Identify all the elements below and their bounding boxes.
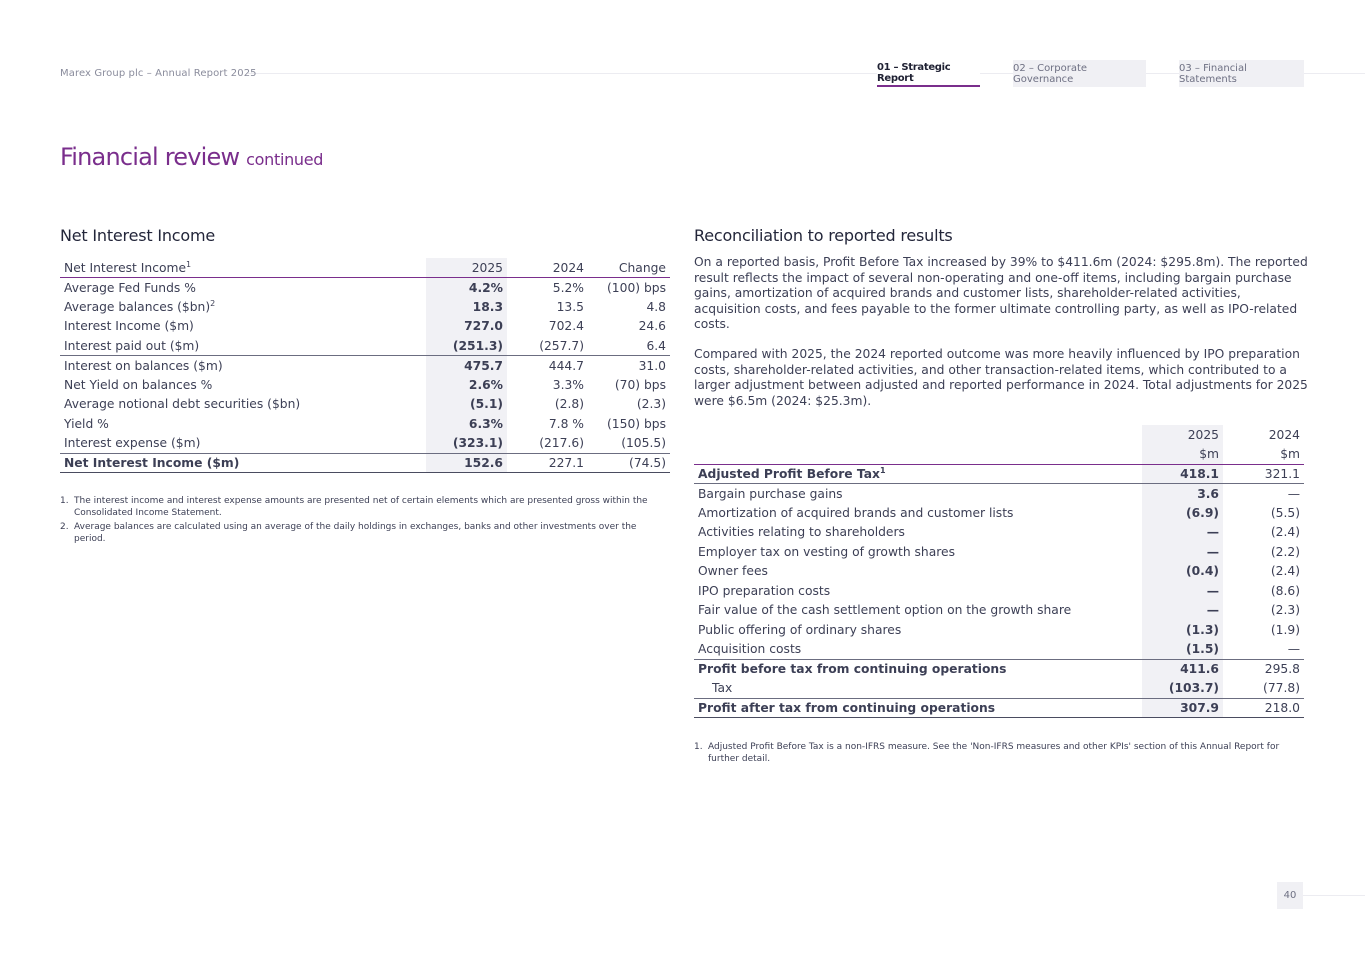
- recon-total-row: Profit after tax from continuing operations 307.9 218.0: [694, 698, 1304, 718]
- nii-footnotes: [60, 495, 670, 547]
- table-row: IPO preparation costs — (8.6): [694, 581, 1304, 601]
- table-row: Yield % 6.3% 7.8 % (150) bps: [60, 414, 670, 434]
- nii-header-2024: 2024: [507, 258, 588, 278]
- table-row: Activities relating to shareholders — (2.4): [694, 523, 1304, 543]
- nii-header-row: [60, 258, 670, 278]
- recon-header-unit-row: [694, 445, 1304, 465]
- table-row: Interest expense ($m) (323.1) (217.6) (105.5): [60, 434, 670, 454]
- table-row: Employer tax on vesting of growth shares — (2.2): [694, 542, 1304, 562]
- table-row: Average Fed Funds % 4.2% 5.2% (100) bps: [60, 278, 670, 298]
- nii-section-title: Net Interest Income: [60, 226, 215, 245]
- table-row: Acquisition costs (1.5) —: [694, 640, 1304, 660]
- recon-table: [694, 425, 1304, 718]
- recon-header-year-row: [694, 425, 1304, 445]
- page-number: 40: [1277, 882, 1303, 909]
- nii-header-change: Change: [588, 258, 670, 278]
- recon-header-unit-2024: $m: [1223, 445, 1304, 465]
- nii-table: [60, 258, 670, 473]
- footnote: 2. Average balances are calculated using an average of the daily holdings in exchanges, banks and other investments over the period.: [60, 522, 637, 544]
- footnote: 1. Adjusted Profit Before Tax is a non-IFRS measure. See the 'Non-IFRS measures and other KPIs' section of this Annual Report for further detail.: [694, 742, 1280, 764]
- table-row: Amortization of acquired brands and customer lists (6.9) (5.5): [694, 503, 1304, 523]
- page-title: [60, 143, 323, 171]
- recon-paragraph-1: On a reported basis, Profit Before Tax increased by 39% to $411.6m (2024: $295.8m). The reported result reflects the impact of several non-operating and one-off items, including bargain purchase gains, amortization of acquired brands and customer lists, shareholder-related activities, acquisition costs, and fees payable to the former ultimate controlling party, as well as IPO-related costs.: [694, 255, 1308, 331]
- table-row: Fair value of the cash settlement option on the growth share — (2.3): [694, 601, 1304, 621]
- footer-rule: [1303, 895, 1365, 896]
- table-row: Interest Income ($m) 727.0 702.4 24.6: [60, 317, 670, 337]
- page-title-suffix: continued: [246, 150, 324, 169]
- nii-total-row: Net Interest Income ($m) 152.6 227.1 (74.5): [60, 453, 670, 473]
- table-row: Public offering of ordinary shares (1.3) (1.9): [694, 620, 1304, 640]
- table-row: Interest paid out ($m) (251.3) (257.7) 6.4: [60, 336, 670, 356]
- table-row: Interest on balances ($m) 475.7 444.7 31.0: [60, 356, 670, 376]
- tab-financial-statements[interactable]: 03 – Financial Statements: [1179, 60, 1304, 87]
- footnote: 1. The interest income and interest expense amounts are presented net of certain elements which are presented gross within the Consolidated Income Statement.: [60, 496, 648, 518]
- table-row: Bargain purchase gains 3.6 —: [694, 484, 1304, 504]
- tab-corporate-governance[interactable]: 02 – Corporate Governance: [1013, 60, 1146, 87]
- table-row: Average balances ($bn)$^2$ 18.3 13.5 4.8: [60, 297, 670, 317]
- table-row: Tax (103.7) (77.8): [694, 679, 1304, 699]
- report-title: Marex Group plc – Annual Report 2025: [60, 68, 257, 79]
- recon-header-2024: 2024: [1268, 427, 1300, 442]
- recon-header-2025: 2025: [1142, 425, 1223, 445]
- nii-header-2025: 2025: [426, 258, 507, 278]
- recon-section-title: Reconciliation to reported results: [694, 226, 953, 245]
- table-row: Net Yield on balances % 2.6% 3.3% (70) bps: [60, 375, 670, 395]
- page-title-main: Financial review: [60, 143, 240, 171]
- recon-header-unit-2025: $m: [1142, 445, 1223, 465]
- recon-paragraph-2: Compared with 2025, the 2024 reported outcome was more heavily influenced by IPO preparation costs, shareholder-related activities, and other transaction-related items, which contributed to a larger adjustment between adjusted and reported performance in 2024. Total adjustments for 2025 were $6.5m (2024: $25.3m).: [694, 347, 1308, 408]
- table-row: Adjusted Profit Before Tax$^1$ 418.1 321.1: [694, 464, 1304, 484]
- recon-footnotes: [694, 741, 1304, 767]
- table-row: Owner fees (0.4) (2.4): [694, 562, 1304, 582]
- table-row: Average notional debt securities ($bn) (5.1) (2.8) (2.3): [60, 395, 670, 415]
- tab-strategic-report[interactable]: 01 – Strategic Report: [877, 60, 980, 87]
- nii-header-label: Net Interest Income$^1$: [60, 258, 426, 278]
- table-row: Profit before tax from continuing operations 411.6 295.8: [694, 659, 1304, 679]
